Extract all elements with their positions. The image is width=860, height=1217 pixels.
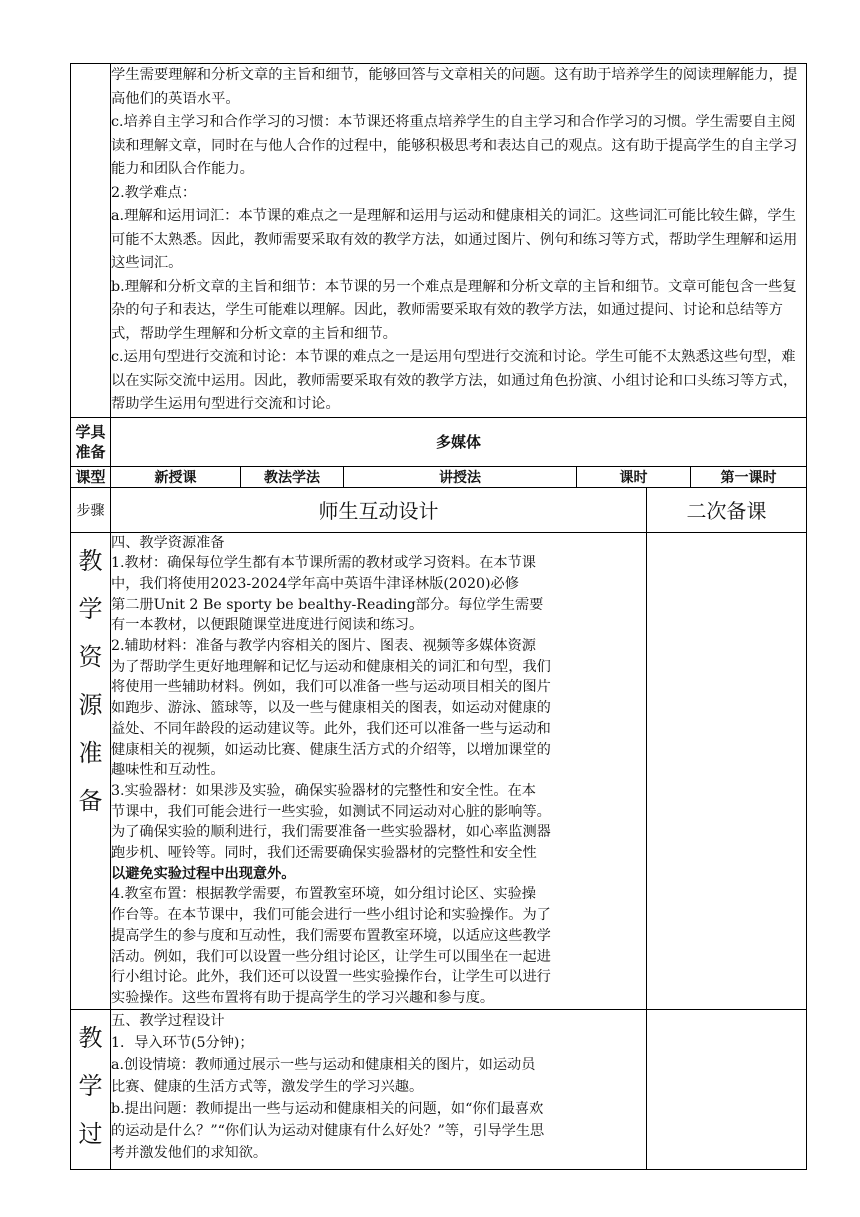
paragraph: c.运用句型进行交流和讨论：本节课的难点之一是运用句型进行交流和讨论。学生可能不太熟悉这些句型，难以在实际交流中运用。因此，教师需要采取有效的教学方法，如通过角色扮演、小组讨论和口头练习等方式，帮助学生运用句型进行交流和讨论。 — [111, 349, 798, 412]
paragraph: 2.教学难点： — [111, 184, 197, 201]
second-prep-heading: 二次备课 — [647, 487, 807, 532]
objectives-difficulties-cell — [111, 64, 807, 418]
paragraph: 学生需要理解和分析文章的主旨和细节，能够回答与文章相关的问题。这有助于培养学生的阅读理解能力，提高他们的英语水平。 — [111, 67, 798, 107]
paragraph: b.理解和分析文章的主旨和细节：本节课的另一个难点是理解和分析文章的主旨和细节。文章可能包含一些复杂的句子和表达，学生可能难以理解。因此，教师需要采取有效的教学方法，如通过提问、讨论和总结等方式，帮助学生理解和分析文章的主旨和细节。 — [111, 278, 797, 342]
paragraph: c.培养自主学习和合作学习的习惯：本节课还将重点培养学生的自主学习和合作学习的习惯。学生需要自主阅读和理解文章，同时在与他人合作的过程中，能够积极思考和表达自己的观点。这有助于提高学生的自主学习能力和团队合作能力。 — [111, 114, 798, 177]
method-value: 讲授法 — [344, 466, 577, 487]
method-label: 教法学法 — [241, 466, 344, 487]
prep-value: 多媒体 — [111, 417, 807, 466]
objectives-difficulties-row — [71, 64, 807, 418]
lesson-type-row — [71, 466, 807, 487]
empty-label-cell — [71, 64, 111, 418]
process-content: 五、教学过程设计 1．导入环节(5分钟)； a.创设情境：教师通过展示一些与运动和健康相关的图片，如运动员 比赛、健康的生活方式等，激发学生的学习兴趣。 b.提出问题：教师提出一些与运动和健康相关的问题，如“你们最喜欢 的运动是什么？”“你们认为运动对健康有什么好处？”等，引导学生思 考并激发他们的求知欲。 — [111, 1009, 647, 1169]
process-side-label: 教 学 过 — [71, 1009, 111, 1169]
type-label: 课型 — [71, 466, 111, 487]
design-heading: 师生互动设计 — [111, 487, 647, 532]
bold-note: 以避免实验过程中出现意外。 — [111, 865, 296, 882]
type-value: 新授课 — [111, 466, 241, 487]
resources-side-label: 教 学 资 源 准 备 — [71, 532, 111, 1009]
resources-second-prep-cell — [647, 532, 807, 1009]
resources-content: 四、教学资源准备 1.教材：确保每位学生都有本节课所需的教材或学习资料。在本节课 中，我们将使用2023-2024学年高中英语牛津译林版(2020)必修 第二册Unit 2 Be sporty be bealthy-Reading部分。每位学生需要 有一本教材，以便跟随课堂进度进行阅读和练习。 2.辅助材料：准备与教学内容相关的图片、图表、视频等多媒体资源 为了帮助学生更好地理解和记忆与运动和健康相关的词汇和句型，我们 将使用一些辅助材料。例如，我们可以准备一些与运动项目相关的图片 如跑步、游泳、篮球等，以及一些与健康相关的图表，如运动对健康的 益处、不同年龄段的运动建议等。此外，我们还可以准备一些与运动和 健康相关的视频，如运动比赛、健康生活方式的介绍等，以增加课堂的 趣味性和互动性。 3.实验器材：如果涉及实验，确保实验器材的完整性和安全性。在本 节课中，我们可能会进行一些实验，如测试不同运动对心脏的影响等。 为了确保实验的顺利进行，我们需要准备一些实验器材，如心率监测器 跑步机、哑铃等。同时，我们还需要确保实验器材的完整性和安全性 以避免实验过程中出现意外。 4.教室布置：根据教学需要，布置教室环境，如分组讨论区、实验操 作台等。在本节课中，我们可能会进行一些小组讨论和实验操作。为了 提高学生的参与度和互动性，我们需要布置教室环境，以适应这些教学 活动。例如，我们可以设置一些分组讨论区，让学生可以围坐在一起进 行小组讨论。此外，我们还可以设置一些实验操作台，让学生可以进行 实验操作。这些布置将有助于提高学生的学习兴趣和参与度。 — [111, 532, 647, 1009]
process-row — [71, 1009, 807, 1169]
steps-header-row — [71, 487, 807, 532]
paragraph: a.理解和运用词汇：本节课的难点之一是理解和运用与运动和健康相关的词汇。这些词汇可能比较生僻，学生可能不太熟悉。因此，教师需要采取有效的教学方法，如通过图片、例句和练习等方式，帮助学生理解和运用这些词汇。 — [111, 208, 798, 271]
steps-label: 步骤 — [71, 487, 111, 532]
resources-row — [71, 532, 807, 1009]
prep-label: 学具准备 — [71, 417, 111, 466]
process-second-prep-cell — [647, 1009, 807, 1169]
lesson-plan-table — [70, 63, 807, 1170]
hours-label: 课时 — [577, 466, 691, 487]
prep-row — [71, 417, 807, 466]
hours-value: 第一课时 — [691, 466, 807, 487]
